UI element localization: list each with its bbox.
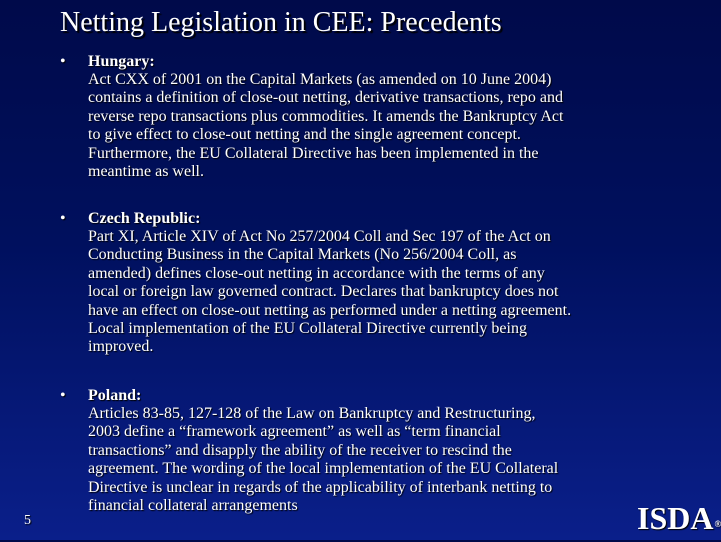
bullet-body — [88, 53, 668, 181]
bullet-text-line: Conducting Business in the Capital Markets (No 256/2004 Coll, as — [88, 246, 517, 264]
bullet-heading: Poland: — [88, 387, 142, 404]
bullet-body — [88, 210, 668, 357]
bullet-text-line: Act CXX of 2001 on the Capital Markets (as amended on 10 June 2004) — [88, 71, 552, 88]
bullet-text-line: Local implementation of the EU Collateral Directive currently being — [88, 320, 527, 338]
bullet-text-line: to give effect to close-out netting and the single agreement concept. — [88, 126, 521, 144]
bullet-text-line: Furthermore, the EU Collateral Directive has been implemented in the — [88, 144, 539, 162]
bullet-text-line: 2003 define a “framework agreement” as well as “term financial — [88, 423, 501, 441]
bullet-text-line: financial collateral arrangements — [88, 497, 298, 515]
bullet-text-line: Articles 83-85, 127-128 of the Law on Bankruptcy and Restructuring, — [88, 405, 536, 422]
bullet-text-line: improved. — [88, 338, 154, 356]
bullet-text-line: amended) defines close-out netting in accordance with the terms of any — [88, 264, 545, 282]
logo-text: ISDA — [637, 500, 714, 536]
bullet-text-line: transactions” and disapply the ability of the receiver to rescind the — [88, 441, 512, 459]
bullet-text-line: agreement. The wording of the local implementation of the EU Collateral — [88, 460, 559, 478]
bullet-marker: • — [60, 210, 66, 227]
bullet-text-line: Directive is unclear in regards of the applicability of interbank netting to — [88, 478, 553, 496]
bullet-body — [88, 387, 668, 515]
registered-mark: ® — [714, 519, 721, 529]
slide-title: Netting Legislation in CEE: Precedents — [60, 7, 502, 38]
bullet-text-line: meantime as well. — [88, 163, 204, 181]
bullet-text-line: Part XI, Article XIV of Act No 257/2004 Coll and Sec 197 of the Act on — [88, 228, 551, 245]
page-number: 5 — [24, 513, 31, 528]
isda-logo — [637, 500, 721, 542]
bullet-text-line: have an effect on close-out netting as performed under a netting agreement. — [88, 301, 572, 319]
bullet-text-line: reverse repo transactions plus commodities. It amends the Bankruptcy Act — [88, 107, 564, 125]
bullet-heading: Hungary: — [88, 53, 155, 70]
bullet-text-line: local or foreign law governed contract. Declares that bankruptcy does not — [88, 283, 559, 301]
bullet-marker: • — [60, 53, 66, 70]
bullet-marker: • — [60, 387, 66, 404]
bullet-text-line: contains a definition of close-out netting, derivative transactions, repo and — [88, 89, 563, 107]
bullet-heading: Czech Republic: — [88, 210, 201, 227]
